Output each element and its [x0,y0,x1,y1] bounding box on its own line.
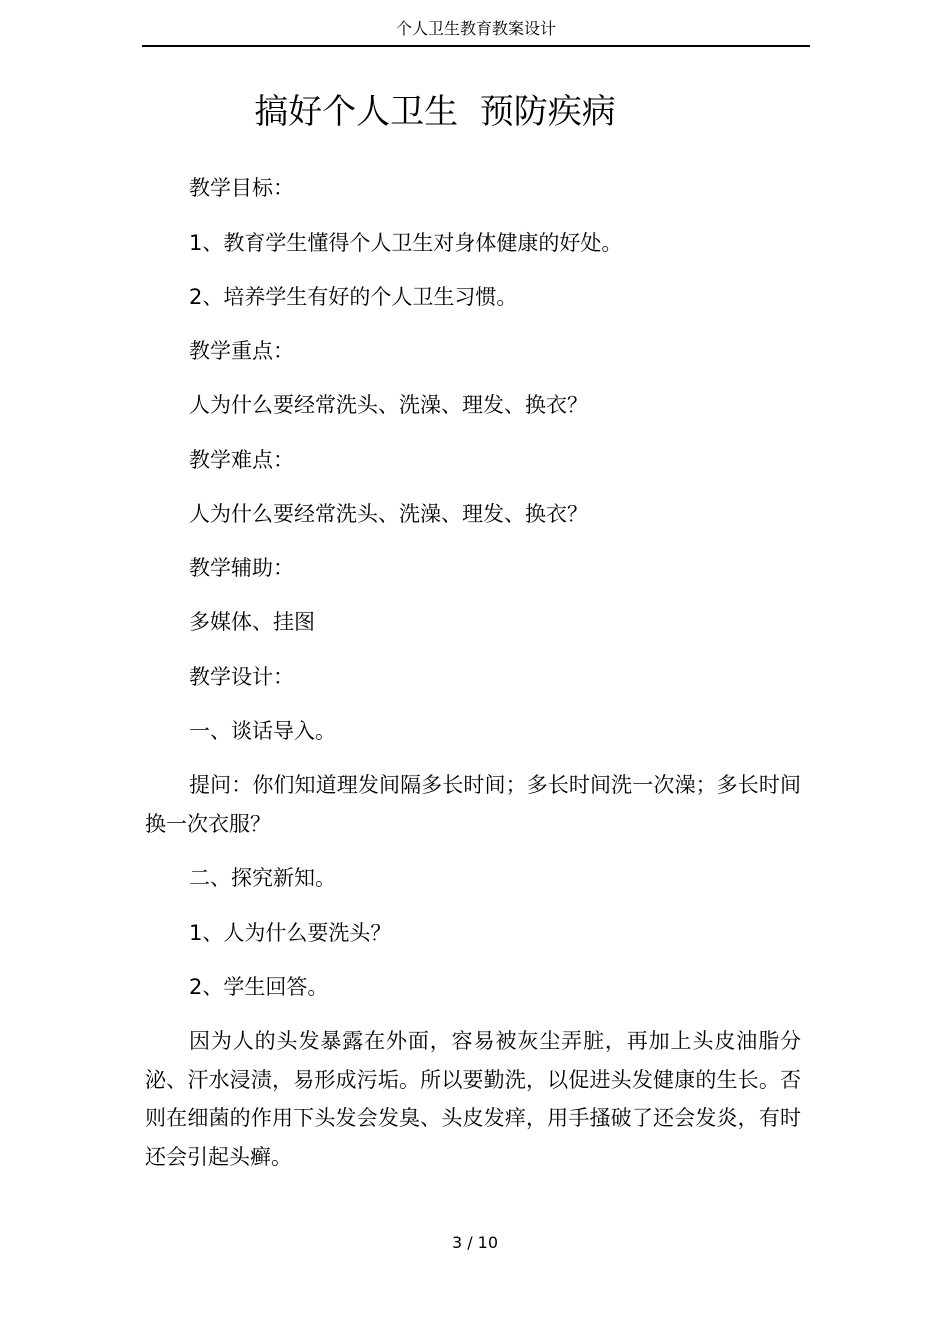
teaching-difficulty-text: 人为什么要经常洗头、洗澡、理发、换衣？ [189,502,588,526]
question-item-1: 1、人为什么要洗头？ [189,921,392,945]
running-header: 个人卫生教育教案设计 [395,19,556,38]
heading-teaching-design: 教学设计： [189,665,294,689]
student-answer-item-2: 2、学生回答。 [189,975,329,999]
header-divider [142,45,810,47]
heading-teaching-difficulty: 教学难点： [189,448,294,472]
heading-teaching-focus: 教学重点： [189,339,294,363]
section-one-heading: 一、谈话导入。 [189,719,336,743]
objective-item-2: 2、培养学生有好的个人卫生习惯。 [189,285,518,309]
heading-teaching-objectives: 教学目标： [189,176,294,200]
heading-teaching-aids: 教学辅助： [189,556,294,580]
document-title: 搞好个人卫生 预防疾病 [254,92,616,132]
question-paragraph: 提问：你们知道理发间隔多长时间；多长时间洗一次澡；多长时间换一次衣服？ [145,773,801,836]
teaching-aids-text: 多媒体、挂图 [189,610,315,634]
objective-item-1: 1、教育学生懂得个人卫生对身体健康的好处。 [189,231,623,255]
teaching-focus-text: 人为什么要经常洗头、洗澡、理发、换衣？ [189,393,588,417]
answer-paragraph: 因为人的头发暴露在外面，容易被灰尘弄脏，再加上头皮油脂分泌、汗水浸渍，易形成污垢。所以要勤洗，以促进头发健康的生长。否则在细菌的作用下头发会发臭、头皮发痒，用手搔破了还会发炎，有时还会引起头癣。 [145,1029,801,1169]
page-number: 3 / 10 [451,1233,499,1252]
section-two-heading: 二、探究新知。 [189,866,336,890]
